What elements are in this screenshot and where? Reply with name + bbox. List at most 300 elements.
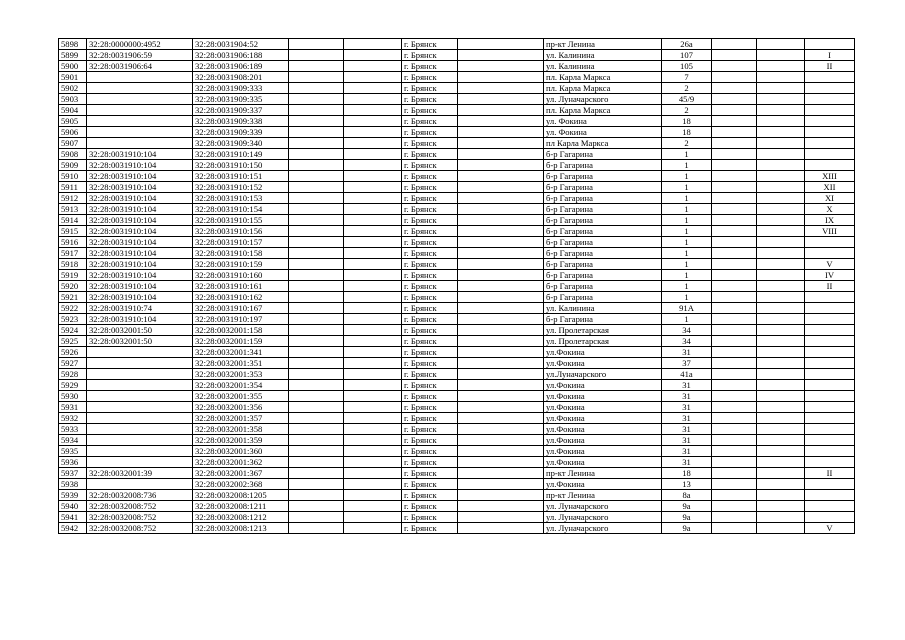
cell-c10 — [712, 424, 757, 435]
cell-building: 32:28:0031910:197 — [193, 314, 289, 325]
cell-c10 — [712, 204, 757, 215]
cell-house: 31 — [662, 347, 712, 358]
table-row — [59, 281, 855, 292]
cell-building: 32:28:0031906:189 — [193, 61, 289, 72]
cell-unit — [805, 105, 855, 116]
cell-building: 32:28:0031910:150 — [193, 160, 289, 171]
cell-street: б-р Гагарина — [544, 270, 662, 281]
cell-c10 — [712, 61, 757, 72]
cell-city: г. Брянск — [402, 270, 458, 281]
cell-c4 — [289, 292, 344, 303]
cell-city: г. Брянск — [402, 358, 458, 369]
cell-unit — [805, 424, 855, 435]
cell-c11 — [757, 127, 805, 138]
cell-building: 32:28:0031909:335 — [193, 94, 289, 105]
cell-building: 32:28:0031910:167 — [193, 303, 289, 314]
cell-c11 — [757, 347, 805, 358]
cell-parcel — [87, 105, 193, 116]
table-row — [59, 391, 855, 402]
cell-unit — [805, 72, 855, 83]
cell-c11 — [757, 314, 805, 325]
table-row — [59, 61, 855, 72]
cell-c5 — [344, 358, 402, 369]
cell-street: ул.Фокина — [544, 358, 662, 369]
cell-c10 — [712, 314, 757, 325]
cell-num: 5915 — [59, 226, 87, 237]
cell-parcel: 32:28:0032008:752 — [87, 523, 193, 534]
cell-building: 32:28:0031910:156 — [193, 226, 289, 237]
cell-c7 — [458, 380, 544, 391]
cell-unit — [805, 94, 855, 105]
cell-street: ул. Луначарского — [544, 94, 662, 105]
table-row — [59, 248, 855, 259]
cell-num: 5923 — [59, 314, 87, 325]
cell-c4 — [289, 325, 344, 336]
cell-parcel: 32:28:0031910:74 — [87, 303, 193, 314]
cell-parcel: 32:28:0031910:104 — [87, 215, 193, 226]
cell-c5 — [344, 204, 402, 215]
cell-street: б-р Гагарина — [544, 237, 662, 248]
cell-street: пл. Карла Маркса — [544, 72, 662, 83]
cell-unit — [805, 160, 855, 171]
cell-num: 5900 — [59, 61, 87, 72]
cell-c5 — [344, 303, 402, 314]
cell-street: ул. Фокина — [544, 116, 662, 127]
table-row — [59, 369, 855, 380]
cell-house: 31 — [662, 413, 712, 424]
cell-city: г. Брянск — [402, 468, 458, 479]
cell-city: г. Брянск — [402, 50, 458, 61]
cell-num: 5913 — [59, 204, 87, 215]
cell-c5 — [344, 182, 402, 193]
cell-c7 — [458, 259, 544, 270]
cell-c5 — [344, 193, 402, 204]
cell-c5 — [344, 457, 402, 468]
cell-c10 — [712, 237, 757, 248]
cell-num: 5918 — [59, 259, 87, 270]
cell-c10 — [712, 435, 757, 446]
cell-c5 — [344, 336, 402, 347]
table-row — [59, 160, 855, 171]
table-row — [59, 259, 855, 270]
cell-num: 5908 — [59, 149, 87, 160]
cell-c10 — [712, 116, 757, 127]
cell-c7 — [458, 105, 544, 116]
cell-c4 — [289, 435, 344, 446]
cell-num: 5929 — [59, 380, 87, 391]
cell-c5 — [344, 50, 402, 61]
cell-c10 — [712, 259, 757, 270]
cell-parcel: 32:28:0032001:39 — [87, 468, 193, 479]
cell-c10 — [712, 248, 757, 259]
cell-c10 — [712, 402, 757, 413]
cell-num: 5902 — [59, 83, 87, 94]
cell-house: 8а — [662, 490, 712, 501]
table-row — [59, 380, 855, 391]
cell-c5 — [344, 347, 402, 358]
cell-c10 — [712, 501, 757, 512]
cell-c4 — [289, 413, 344, 424]
cell-house: 37 — [662, 358, 712, 369]
cell-c4 — [289, 237, 344, 248]
cell-c7 — [458, 325, 544, 336]
table-row — [59, 127, 855, 138]
cell-c11 — [757, 468, 805, 479]
cell-num: 5899 — [59, 50, 87, 61]
cell-house: 31 — [662, 391, 712, 402]
cell-city: г. Брянск — [402, 127, 458, 138]
cell-c10 — [712, 83, 757, 94]
cell-num: 5925 — [59, 336, 87, 347]
cell-parcel — [87, 413, 193, 424]
cell-building: 32:28:0031910:152 — [193, 182, 289, 193]
cell-c4 — [289, 116, 344, 127]
cell-city: г. Брянск — [402, 490, 458, 501]
cell-city: г. Брянск — [402, 182, 458, 193]
table-row — [59, 468, 855, 479]
cell-c11 — [757, 512, 805, 523]
cell-house: 1 — [662, 193, 712, 204]
cell-c4 — [289, 160, 344, 171]
cell-c10 — [712, 215, 757, 226]
cell-city: г. Брянск — [402, 215, 458, 226]
registry-table-body — [59, 39, 855, 534]
cell-street: ул.Фокина — [544, 435, 662, 446]
cell-building: 32:28:0032001:355 — [193, 391, 289, 402]
cell-parcel: 32:28:0031910:104 — [87, 292, 193, 303]
cell-c4 — [289, 468, 344, 479]
cell-unit — [805, 237, 855, 248]
cell-num: 5940 — [59, 501, 87, 512]
cell-c11 — [757, 501, 805, 512]
cell-parcel: 32:28:0031910:104 — [87, 171, 193, 182]
cell-c5 — [344, 105, 402, 116]
cell-c7 — [458, 490, 544, 501]
table-row — [59, 72, 855, 83]
cell-street: ул.Фокина — [544, 413, 662, 424]
cell-unit — [805, 347, 855, 358]
cell-parcel — [87, 446, 193, 457]
cell-c4 — [289, 61, 344, 72]
cell-building: 32:28:0032001:353 — [193, 369, 289, 380]
cell-street: ул. Луначарского — [544, 512, 662, 523]
cell-num: 5898 — [59, 39, 87, 50]
cell-street: ул.Фокина — [544, 424, 662, 435]
cell-c4 — [289, 479, 344, 490]
cell-house: 91А — [662, 303, 712, 314]
cell-street: ул.Фокина — [544, 479, 662, 490]
cell-num: 5935 — [59, 446, 87, 457]
cell-city: г. Брянск — [402, 160, 458, 171]
cell-c5 — [344, 61, 402, 72]
cell-c7 — [458, 369, 544, 380]
cell-c5 — [344, 501, 402, 512]
table-row — [59, 435, 855, 446]
cell-c4 — [289, 171, 344, 182]
cell-house: 1 — [662, 314, 712, 325]
cell-c10 — [712, 160, 757, 171]
cell-city: г. Брянск — [402, 435, 458, 446]
cell-c11 — [757, 50, 805, 61]
cell-city: г. Брянск — [402, 94, 458, 105]
cell-c7 — [458, 446, 544, 457]
cell-c10 — [712, 347, 757, 358]
cell-c4 — [289, 281, 344, 292]
cell-city: г. Брянск — [402, 446, 458, 457]
cell-parcel: 32:28:0031910:104 — [87, 226, 193, 237]
cell-c5 — [344, 226, 402, 237]
cell-unit: I — [805, 50, 855, 61]
cell-c5 — [344, 259, 402, 270]
cell-c4 — [289, 347, 344, 358]
cell-c5 — [344, 127, 402, 138]
cell-street: пр-кт Ленина — [544, 490, 662, 501]
cell-num: 5920 — [59, 281, 87, 292]
cell-parcel — [87, 72, 193, 83]
cell-c11 — [757, 490, 805, 501]
cell-c10 — [712, 138, 757, 149]
cell-num: 5901 — [59, 72, 87, 83]
cell-city: г. Брянск — [402, 369, 458, 380]
cell-parcel: 32:28:0031910:104 — [87, 281, 193, 292]
cell-unit — [805, 501, 855, 512]
cell-c10 — [712, 413, 757, 424]
cell-num: 5942 — [59, 523, 87, 534]
cell-street: ул. Калинина — [544, 61, 662, 72]
cell-unit — [805, 369, 855, 380]
cell-c5 — [344, 512, 402, 523]
cell-num: 5927 — [59, 358, 87, 369]
registry-table — [58, 38, 855, 534]
cell-c10 — [712, 182, 757, 193]
cell-building: 32:28:0032001:358 — [193, 424, 289, 435]
cell-street: ул.Фокина — [544, 402, 662, 413]
cell-num: 5905 — [59, 116, 87, 127]
cell-unit: V — [805, 259, 855, 270]
cell-c4 — [289, 336, 344, 347]
cell-c10 — [712, 325, 757, 336]
cell-num: 5914 — [59, 215, 87, 226]
cell-c7 — [458, 127, 544, 138]
cell-c7 — [458, 248, 544, 259]
table-row — [59, 116, 855, 127]
cell-city: г. Брянск — [402, 523, 458, 534]
cell-c11 — [757, 149, 805, 160]
table-row — [59, 303, 855, 314]
cell-c7 — [458, 72, 544, 83]
cell-c5 — [344, 380, 402, 391]
cell-unit — [805, 292, 855, 303]
cell-c5 — [344, 72, 402, 83]
cell-street: б-р Гагарина — [544, 193, 662, 204]
cell-parcel — [87, 347, 193, 358]
table-row — [59, 138, 855, 149]
cell-house: 1 — [662, 171, 712, 182]
cell-city: г. Брянск — [402, 336, 458, 347]
cell-unit: VIII — [805, 226, 855, 237]
cell-street: ул. Луначарского — [544, 523, 662, 534]
cell-c5 — [344, 479, 402, 490]
cell-unit: IX — [805, 215, 855, 226]
cell-c10 — [712, 369, 757, 380]
cell-c11 — [757, 226, 805, 237]
cell-num: 5924 — [59, 325, 87, 336]
cell-street: ул. Калинина — [544, 303, 662, 314]
cell-unit — [805, 402, 855, 413]
cell-house: 7 — [662, 72, 712, 83]
cell-c7 — [458, 336, 544, 347]
cell-num: 5904 — [59, 105, 87, 116]
cell-c7 — [458, 391, 544, 402]
cell-unit: X — [805, 204, 855, 215]
cell-c4 — [289, 424, 344, 435]
cell-c11 — [757, 182, 805, 193]
cell-city: г. Брянск — [402, 226, 458, 237]
cell-parcel — [87, 424, 193, 435]
cell-c4 — [289, 39, 344, 50]
cell-num: 5919 — [59, 270, 87, 281]
cell-unit: XIII — [805, 171, 855, 182]
cell-c11 — [757, 523, 805, 534]
cell-city: г. Брянск — [402, 105, 458, 116]
cell-street: б-р Гагарина — [544, 259, 662, 270]
cell-street: ул.Фокина — [544, 457, 662, 468]
cell-c7 — [458, 501, 544, 512]
cell-house: 1 — [662, 182, 712, 193]
cell-building: 32:28:0032001:351 — [193, 358, 289, 369]
cell-c5 — [344, 413, 402, 424]
cell-c11 — [757, 391, 805, 402]
cell-c4 — [289, 369, 344, 380]
cell-c5 — [344, 149, 402, 160]
cell-building: 32:28:0031910:158 — [193, 248, 289, 259]
cell-building: 32:28:0031910:157 — [193, 237, 289, 248]
cell-street: б-р Гагарина — [544, 292, 662, 303]
cell-city: г. Брянск — [402, 248, 458, 259]
cell-unit: IV — [805, 270, 855, 281]
cell-c11 — [757, 402, 805, 413]
cell-c7 — [458, 435, 544, 446]
cell-c7 — [458, 182, 544, 193]
cell-c11 — [757, 424, 805, 435]
cell-c7 — [458, 270, 544, 281]
cell-c7 — [458, 413, 544, 424]
cell-c7 — [458, 457, 544, 468]
cell-c5 — [344, 314, 402, 325]
cell-c11 — [757, 116, 805, 127]
cell-c7 — [458, 468, 544, 479]
cell-c5 — [344, 94, 402, 105]
cell-c11 — [757, 336, 805, 347]
table-row — [59, 83, 855, 94]
cell-c5 — [344, 490, 402, 501]
cell-unit — [805, 391, 855, 402]
cell-c7 — [458, 424, 544, 435]
cell-parcel — [87, 94, 193, 105]
cell-house: 1 — [662, 160, 712, 171]
cell-house: 107 — [662, 50, 712, 61]
cell-c11 — [757, 72, 805, 83]
cell-street: б-р Гагарина — [544, 281, 662, 292]
cell-parcel: 32:28:0032008:752 — [87, 501, 193, 512]
cell-c11 — [757, 369, 805, 380]
cell-city: г. Брянск — [402, 479, 458, 490]
cell-c11 — [757, 292, 805, 303]
cell-c10 — [712, 127, 757, 138]
cell-street: ул. Пролетарская — [544, 336, 662, 347]
cell-c7 — [458, 61, 544, 72]
cell-building: 32:28:0032001:356 — [193, 402, 289, 413]
cell-c5 — [344, 402, 402, 413]
cell-building: 32:28:0032002:368 — [193, 479, 289, 490]
cell-building: 32:28:0031910:154 — [193, 204, 289, 215]
cell-c11 — [757, 204, 805, 215]
cell-num: 5911 — [59, 182, 87, 193]
cell-house: 41а — [662, 369, 712, 380]
cell-c5 — [344, 215, 402, 226]
cell-c4 — [289, 127, 344, 138]
cell-street: б-р Гагарина — [544, 171, 662, 182]
table-row — [59, 171, 855, 182]
table-row — [59, 512, 855, 523]
cell-num: 5903 — [59, 94, 87, 105]
cell-c11 — [757, 380, 805, 391]
cell-c7 — [458, 94, 544, 105]
cell-c10 — [712, 523, 757, 534]
cell-parcel — [87, 138, 193, 149]
cell-unit — [805, 435, 855, 446]
cell-c5 — [344, 248, 402, 259]
cell-unit: II — [805, 61, 855, 72]
cell-num: 5938 — [59, 479, 87, 490]
cell-house: 9а — [662, 501, 712, 512]
cell-house: 2 — [662, 105, 712, 116]
cell-unit — [805, 127, 855, 138]
table-row — [59, 149, 855, 160]
cell-house: 26а — [662, 39, 712, 50]
cell-parcel: 32:28:0031910:104 — [87, 204, 193, 215]
cell-parcel: 32:28:0031910:104 — [87, 193, 193, 204]
cell-c11 — [757, 61, 805, 72]
cell-parcel: 32:28:0031910:104 — [87, 149, 193, 160]
cell-building: 32:28:0032008:1205 — [193, 490, 289, 501]
cell-c7 — [458, 215, 544, 226]
cell-parcel: 32:28:0031910:104 — [87, 270, 193, 281]
cell-building: 32:28:0031910:160 — [193, 270, 289, 281]
cell-num: 5933 — [59, 424, 87, 435]
cell-c4 — [289, 259, 344, 270]
cell-c11 — [757, 215, 805, 226]
cell-city: г. Брянск — [402, 83, 458, 94]
cell-c11 — [757, 138, 805, 149]
cell-c5 — [344, 83, 402, 94]
cell-num: 5926 — [59, 347, 87, 358]
cell-c7 — [458, 149, 544, 160]
cell-c10 — [712, 50, 757, 61]
cell-c5 — [344, 292, 402, 303]
cell-c7 — [458, 237, 544, 248]
cell-c4 — [289, 512, 344, 523]
table-row — [59, 402, 855, 413]
cell-c7 — [458, 479, 544, 490]
cell-c10 — [712, 72, 757, 83]
table-row — [59, 457, 855, 468]
cell-house: 18 — [662, 127, 712, 138]
cell-city: г. Брянск — [402, 325, 458, 336]
cell-c10 — [712, 446, 757, 457]
cell-unit — [805, 248, 855, 259]
cell-c4 — [289, 105, 344, 116]
